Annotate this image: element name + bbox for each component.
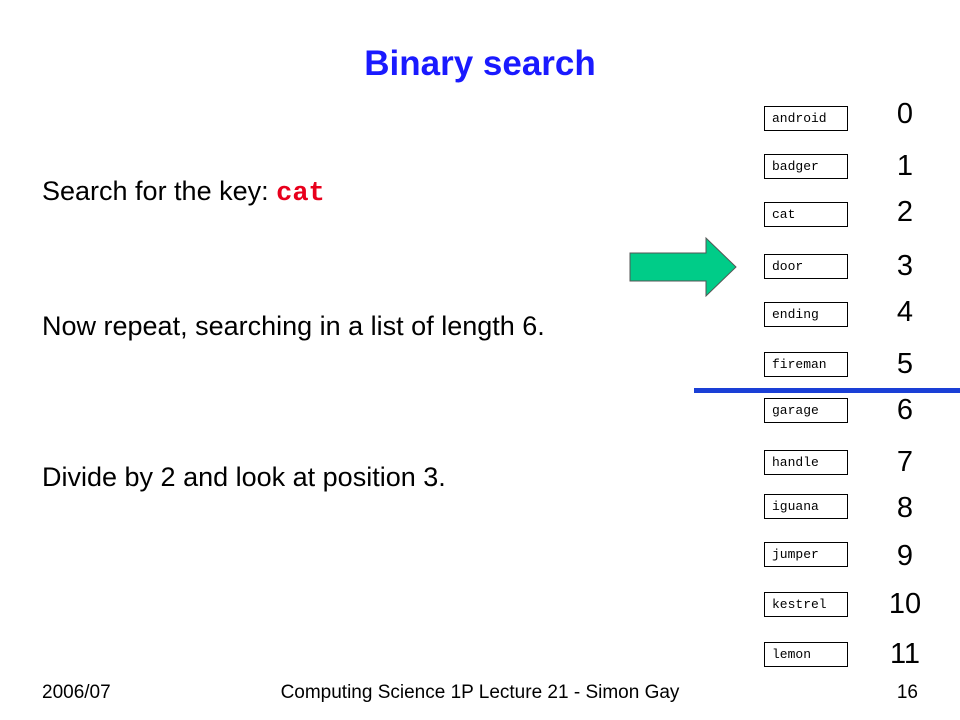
list-index-10: 10 [888, 588, 922, 620]
list-cell-11: lemon [764, 642, 848, 667]
list-cell-1: badger [764, 154, 848, 179]
list-cell-7: handle [764, 450, 848, 475]
list-cell-5: fireman [764, 352, 848, 377]
list-index-1: 1 [896, 150, 914, 182]
list-index-4: 4 [896, 296, 914, 328]
list-index-11: 11 [889, 638, 921, 670]
list-cell-0: android [764, 106, 848, 131]
footer-course: Computing Science 1P Lecture 21 - Simon Gay [280, 682, 680, 703]
footer-page-number: 16 [896, 682, 918, 703]
list-cell-9: jumper [764, 542, 848, 567]
list-cell-4: ending [764, 302, 848, 327]
list-index-7: 7 [896, 446, 914, 478]
list-index-3: 3 [896, 250, 914, 282]
list-index-2: 2 [896, 196, 914, 228]
list-index-8: 8 [896, 492, 914, 524]
list-index-9: 9 [896, 540, 914, 572]
list-cell-8: iguana [764, 494, 848, 519]
divide-line: Divide by 2 and look at position 3. [42, 462, 446, 492]
footer-year: 2006/07 [42, 682, 111, 703]
list-index-5: 5 [896, 348, 914, 380]
list-index-6: 6 [896, 394, 914, 426]
list-index-0: 0 [896, 98, 914, 130]
search-key-value: cat [276, 179, 325, 209]
slide-title: Binary search [364, 44, 596, 83]
search-key-line [42, 176, 325, 209]
search-range-divider [694, 388, 960, 393]
list-cell-10: kestrel [764, 592, 848, 617]
repeat-line: Now repeat, searching in a list of length 6. [42, 311, 545, 341]
search-key-prefix: Search for the key: [42, 176, 277, 206]
list-cell-6: garage [764, 398, 848, 423]
pointer-arrow-icon [628, 236, 738, 298]
list-cell-3: door [764, 254, 848, 279]
list-cell-2: cat [764, 202, 848, 227]
